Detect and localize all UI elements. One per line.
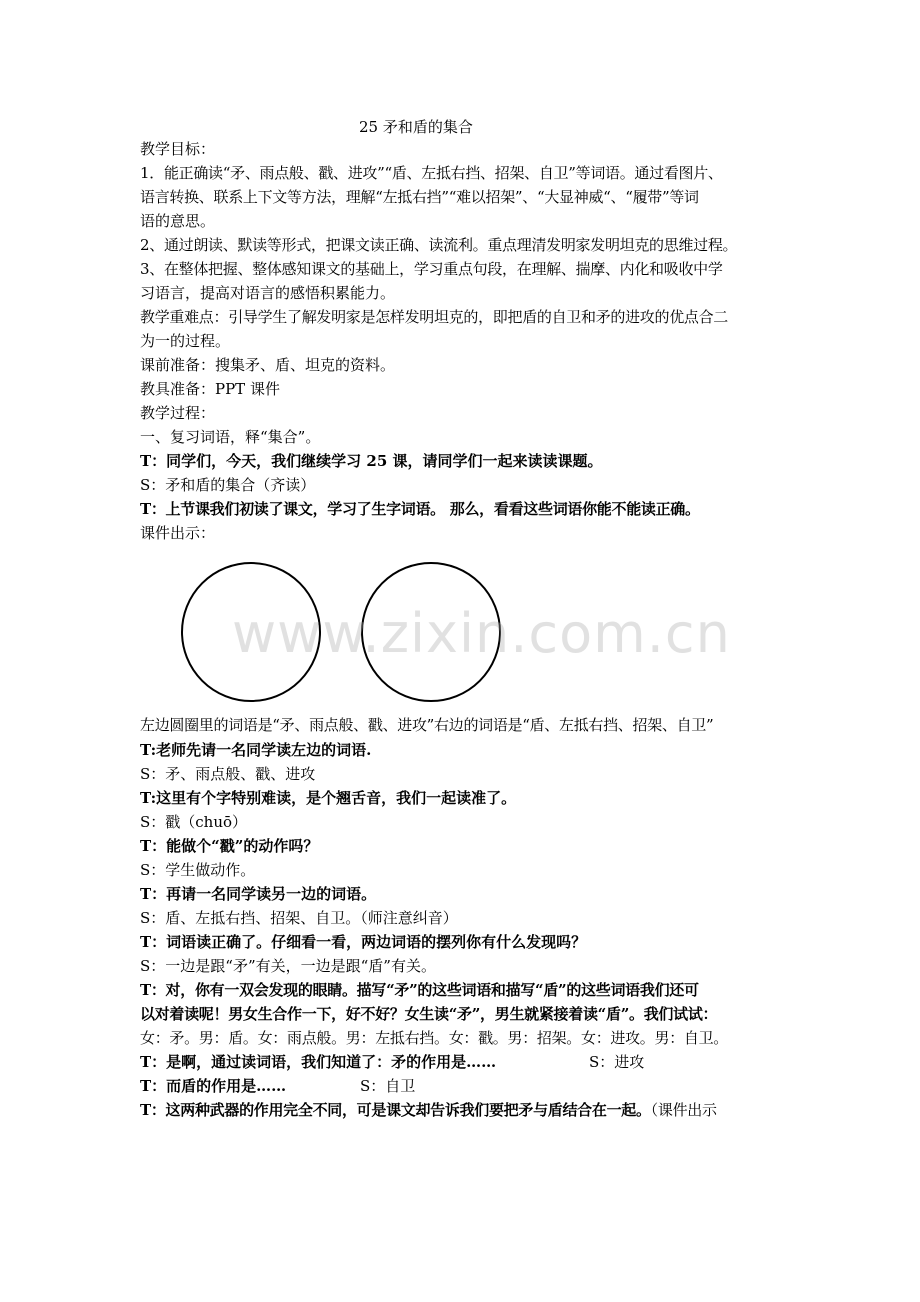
teacher-line: 以对着读呢！男女生合作一下，好不好？女生读“矛”，男生就紧接着读“盾”。我们试试： xyxy=(140,1005,718,1023)
teacher-line: T：上节课我们初读了课文，学习了生字词语。 那么，看看这些词语你能不能读正确。 xyxy=(140,500,700,518)
teacher-line: T：再请一名同学读另一边的词语。 xyxy=(140,885,377,903)
teacher-line-bold: T：这两种武器的作用完全不同，可是课文却告诉我们要把矛与盾结合在一起。 xyxy=(140,1101,651,1119)
teacher-line-note: （课件出示 xyxy=(650,1101,717,1119)
page-title: 25 矛和盾的集合 xyxy=(359,118,473,136)
student-answer: S：自卫 xyxy=(360,1077,416,1095)
text-line: 教学过程： xyxy=(140,404,216,422)
text-line: 为一的过程。 xyxy=(140,332,231,350)
student-line: S：盾、左抵右挡、招架、自卫。（师注意纠音） xyxy=(140,909,458,927)
student-line: S：学生做动作。 xyxy=(140,861,256,879)
text-line: 课件出示： xyxy=(140,524,216,542)
text-line: 教学目标： xyxy=(140,140,216,158)
teacher-line: T：词语读正确了。仔细看一看，两边词语的摆列你有什么发现吗？ xyxy=(140,933,587,951)
text-line: 习语言，提高对语言的感悟积累能力。 xyxy=(140,284,396,302)
teacher-line: T：能做个“戳”的动作吗？ xyxy=(140,837,319,855)
teacher-line: T：对，你有一双会发现的眼睛。描写“矛”的这些词语和描写“盾”的这些词语我们还可 xyxy=(140,981,699,999)
student-line: S：一边是跟“矛”有关，一边是跟“盾”有关。 xyxy=(140,957,436,975)
text-line: 3、在整体把握、整体感知课文的基础上，学习重点句段，在理解、揣摩、内化和吸收中学 xyxy=(140,260,723,278)
teacher-line: T：同学们，今天，我们继续学习 25 课，请同学们一起来读读课题。 xyxy=(140,452,603,470)
teacher-line-last xyxy=(140,1101,717,1119)
text-line: 2、通过朗读、默读等形式，把课文读正确、读流利。重点理清发明家发明坦克的思维过程。 xyxy=(140,236,738,254)
text-line: 语言转换、联系上下文等方法，理解“左抵右挡”“难以招架”、“大显神威“、“履带”等词 xyxy=(140,188,699,206)
text-line: 教学重难点：引导学生了解发明家是怎样发明坦克的，即把盾的自卫和矛的进攻的优点合二 xyxy=(140,308,729,326)
teacher-line: T:老师先请一名同学读左边的词语. xyxy=(140,741,372,759)
student-answer: S：进攻 xyxy=(589,1053,645,1071)
student-line: S：矛和盾的集合（齐读） xyxy=(140,476,316,494)
teacher-line: T：而盾的作用是…… xyxy=(140,1077,287,1095)
text-line: 1．能正确读“矛、雨点般、戳、进攻”“盾、左抵右挡、招架、自卫”等词语。通过看图片、 xyxy=(140,164,723,182)
reading-line: 女：矛。男：盾。女：雨点般。男：左抵右挡。女：戳。男：招架。女：进攻。男：自卫。 xyxy=(140,1029,729,1047)
student-line: S：戳（chuō） xyxy=(140,813,248,831)
text-line: 课前准备：搜集矛、盾、坦克的资料。 xyxy=(140,356,396,374)
text-line: 一、复习词语，释“集合”。 xyxy=(140,428,321,446)
watermark: www.zixin.com.cn xyxy=(232,602,731,665)
teacher-line: T:这里有个字特别难读，是个翘舌音，我们一起读准了。 xyxy=(140,789,517,807)
text-line: 左边圆圈里的词语是“矛、雨点般、戳、进攻”右边的词语是“盾、左抵右挡、招架、自卫” xyxy=(140,716,714,734)
text-line: 语的意思。 xyxy=(140,212,216,230)
teacher-line: T：是啊，通过读词语，我们知道了：矛的作用是…… xyxy=(140,1053,497,1071)
student-line: S：矛、雨点般、戳、进攻 xyxy=(140,765,316,783)
text-line: 教具准备：PPT 课件 xyxy=(140,380,280,398)
